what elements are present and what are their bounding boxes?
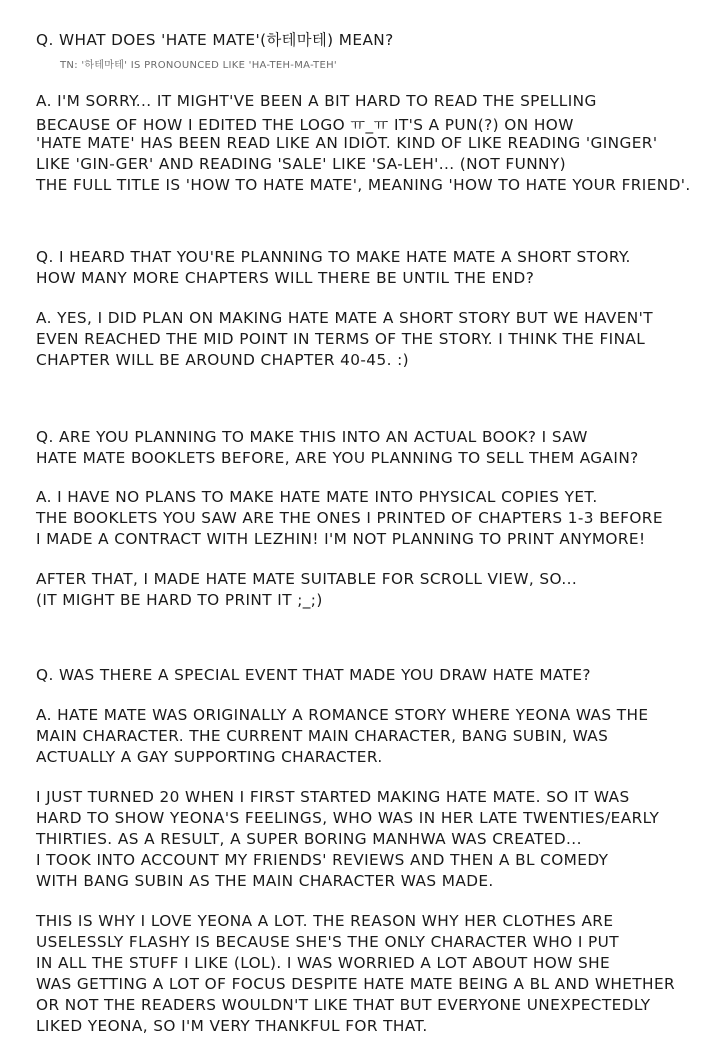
answer-2-line-3: CHAPTER WILL BE AROUND CHAPTER 40-45. :) [36, 351, 410, 369]
answer-4b-line-5: WITH BANG SUBIN AS THE MAIN CHARACTER WAS MADE. [36, 872, 494, 890]
question-4: Q. WAS THERE A SPECIAL EVENT THAT MADE YOU DRAW HATE MATE? [36, 666, 591, 684]
answer-3-line-3: I MADE A CONTRACT WITH LEZHIN! I'M NOT PLANNING TO PRINT ANYMORE! [36, 530, 646, 548]
answer-4b-line-4: I TOOK INTO ACCOUNT MY FRIENDS' REVIEWS AND THEN A BL COMEDY [36, 851, 609, 869]
answer-1-line-1: A. I'M SORRY... IT MIGHT'VE BEEN A BIT HARD TO READ THE SPELLING [36, 92, 597, 110]
translator-note: TN: '하테마테' IS PRONOUNCED LIKE 'HA-TEH-MA-TEH' [60, 60, 337, 71]
answer-4b-line-2: HARD TO SHOW YEONA'S FEELINGS, WHO WAS IN HER LATE TWENTIES/EARLY [36, 809, 660, 827]
answer-4-line-2: MAIN CHARACTER. THE CURRENT MAIN CHARACTER, BANG SUBIN, WAS [36, 727, 609, 745]
answer-4c-line-6: LIKED YEONA, SO I'M VERY THANKFUL FOR THAT. [36, 1017, 428, 1035]
question-3-line-2: HATE MATE BOOKLETS BEFORE, ARE YOU PLANNING TO SELL THEM AGAIN? [36, 449, 639, 467]
answer-1-line-5: THE FULL TITLE IS 'HOW TO HATE MATE', MEANING 'HOW TO HATE YOUR FRIEND'. [36, 176, 691, 194]
answer-3-line-1: A. I HAVE NO PLANS TO MAKE HATE MATE INTO PHYSICAL COPIES YET. [36, 488, 598, 506]
question-2-line-2: HOW MANY MORE CHAPTERS WILL THERE BE UNTIL THE END? [36, 269, 535, 287]
answer-3-line-2: THE BOOKLETS YOU SAW ARE THE ONES I PRINTED OF CHAPTERS 1-3 BEFORE [36, 509, 663, 527]
answer-4-line-1: A. HATE MATE WAS ORIGINALLY A ROMANCE STORY WHERE YEONA WAS THE [36, 706, 649, 724]
answer-1-line-2: BECAUSE OF HOW I EDITED THE LOGO ㅠ_ㅠ IT'S A PUN(?) ON HOW [36, 116, 574, 134]
answer-4b-line-1: I JUST TURNED 20 WHEN I FIRST STARTED MAKING HATE MATE. SO IT WAS [36, 788, 630, 806]
question-1: Q. WHAT DOES 'HATE MATE'(하테마테) MEAN? [36, 31, 394, 49]
answer-4c-line-3: IN ALL THE STUFF I LIKE (LOL). I WAS WORRIED A LOT ABOUT HOW SHE [36, 954, 611, 972]
question-3-line-1: Q. ARE YOU PLANNING TO MAKE THIS INTO AN ACTUAL BOOK? I SAW [36, 428, 588, 446]
answer-4b-line-3: THIRTIES. AS A RESULT, A SUPER BORING MANHWA WAS CREATED... [36, 830, 582, 848]
answer-4c-line-1: THIS IS WHY I LOVE YEONA A LOT. THE REASON WHY HER CLOTHES ARE [36, 912, 614, 930]
answer-3b-line-1: AFTER THAT, I MADE HATE MATE SUITABLE FOR SCROLL VIEW, SO... [36, 570, 578, 588]
answer-2-line-1: A. YES, I DID PLAN ON MAKING HATE MATE A SHORT STORY BUT WE HAVEN'T [36, 309, 653, 327]
answer-1-line-3: 'HATE MATE' HAS BEEN READ LIKE AN IDIOT. KIND OF LIKE READING 'GINGER' [36, 134, 658, 152]
answer-3b-line-2: (IT MIGHT BE HARD TO PRINT IT ;_;) [36, 591, 323, 609]
answer-1-line-4: LIKE 'GIN-GER' AND READING 'SALE' LIKE 'SA-LEH'... (NOT FUNNY) [36, 155, 567, 173]
answer-4c-line-2: USELESSLY FLASHY IS BECAUSE SHE'S THE ONLY CHARACTER WHO I PUT [36, 933, 619, 951]
answer-4c-line-4: WAS GETTING A LOT OF FOCUS DESPITE HATE MATE BEING A BL AND WHETHER [36, 975, 676, 993]
question-2-line-1: Q. I HEARD THAT YOU'RE PLANNING TO MAKE HATE MATE A SHORT STORY. [36, 248, 631, 266]
answer-4c-line-5: OR NOT THE READERS WOULDN'T LIKE THAT BUT EVERYONE UNEXPECTEDLY [36, 996, 651, 1014]
answer-4-line-3: ACTUALLY A GAY SUPPORTING CHARACTER. [36, 748, 383, 766]
answer-2-line-2: EVEN REACHED THE MID POINT IN TERMS OF THE STORY. I THINK THE FINAL [36, 330, 646, 348]
